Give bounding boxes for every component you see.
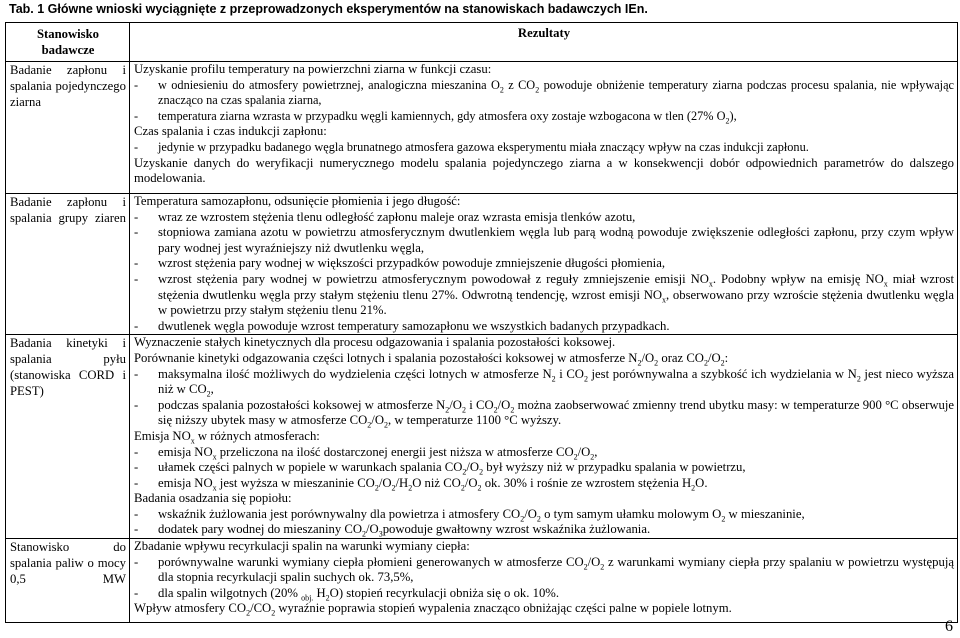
result-bullet: - ułamek części palnych w popiele w warunkach spalania $CO_2/O_2$ był wyższy niż w przypadku spalania w powietrzu, bbox=[134, 460, 746, 477]
station-cell: Badania kinetyki i spalania pyłu (stanowiska CORD i PEST) bbox=[6, 335, 130, 539]
station-cell: Badanie zapłonu i spalania grupy ziaren bbox=[6, 194, 130, 335]
table-caption: Tab. 1 Główne wnioski wyciągnięte z przeprowadzonych eksperymentów na stanowiskach badawczych IEn. bbox=[9, 2, 648, 16]
table-header-row bbox=[6, 23, 958, 62]
result-bullet: - w odniesieniu do atmosfery powietrznej, analogiczna mieszanina $O_2$ z $CO_2$ powoduje obniżenie temperatury ziarna podczas procesu spalania, nie wpływając znacząco na czas spalania ziarna, bbox=[134, 77, 954, 108]
result-bullet: - dwutlenek węgla powoduje wzrost temperatury samozapłonu we wszystkich badanych przypadkach. bbox=[134, 318, 670, 333]
header-station: Stanowisko badawcze bbox=[6, 23, 130, 62]
station-cell: Badanie zapłonu i spalania pojedynczego ziarna bbox=[6, 62, 130, 194]
result-bullet: - wzrost stężenia pary wodnej w powietrzu atmosferycznym powodował z reguły zmniejszenie emisji $NO_x$. Podobny wpływ na emisję $NO_x$ miał wzrost stężenia dwutlenku węgla przy stałym stężeniu tlenu 27%. Odwrotną tendencję, wzrost emisji $NO_x$, obserwowano przy wzroście stężenia dwutlenku węgla w powietrzu przy stałym stężeniu tlenu 21%. bbox=[134, 271, 955, 318]
result-line: Czas spalania i czas indukcji zapłonu: bbox=[134, 124, 327, 139]
result-bullet: - wzrost stężenia pary wodnej w większości przypadków powoduje zmniejszenie długości płomienia, bbox=[134, 256, 666, 271]
result-line: Wpływ atmosfery $CO_2/CO_2$ wyraźnie poprawia stopień wypalenia znacząco obniżając części palne w popiele lotnym. bbox=[134, 601, 732, 618]
result-line: Temperatura samozapłonu, odsunięcie płomienia i jego długość: bbox=[134, 194, 461, 208]
result-line: Emisja $NO_x$ w różnych atmosferach: bbox=[134, 428, 320, 446]
page-number: 6 bbox=[945, 618, 953, 635]
result-bullet: - emisja $NO_x$ przeliczona na ilość dostarczonej energii jest niższa w atmosferze $CO_2/O_2$, bbox=[134, 444, 598, 462]
table-row bbox=[6, 335, 958, 539]
header-results: Rezultaty bbox=[130, 23, 958, 62]
result-bullet: - porównywalne warunki wymiany ciepła płomieni generowanych w atmosferze $CO_2/O_2$ z warunkami wymiany ciepła przy spalaniu w powietrzu występują dla stopnia recyrkulacji spalin suchych ok. 73,5%, bbox=[134, 554, 954, 585]
result-line: Zbadanie wpływu recyrkulacji spalin na warunki wymiany ciepła: bbox=[134, 539, 470, 554]
results-cell bbox=[130, 335, 958, 539]
result-bullet: - wskaźnik żużlowania jest porównywalny dla powietrza i atmosfery $CO_2/O_2$ o tym samym ułamku molowym $O_2$ w mieszaninie, bbox=[134, 506, 805, 524]
result-bullet: - wraz ze wzrostem stężenia tlenu odległość zapłonu maleje oraz wzrasta emisja tlenków azotu, bbox=[134, 209, 636, 224]
result-line: Uzyskanie profilu temperatury na powierzchni ziarna w funkcji czasu: bbox=[134, 62, 492, 76]
result-line: Uzyskanie danych do weryfikacji numerycznego modelu spalania pojedynczego ziarna a w konsekwencji dobór odpowiednich parametrów do dalszego modelowania. bbox=[134, 155, 954, 186]
result-bullet: - podczas spalania pozostałości koksowej w atmosferze $N_2/O_2$ i $CO_2/O_2$ można zaobserwować zmienny trend ubytku masy: w temperaturze 900 °C obserwuje się niższy ubytek masy w atmosferze $CO_2/O_2$, w temperaturze 1100 °C wyższy. bbox=[134, 397, 955, 430]
result-bullet: - maksymalna ilość możliwych do wydzielenia części lotnych w atmosferze $N_2$ i $CO_2$ jest porównywalna a szybkość ich wydzielania w $N_2$ jest nieco wyższa niż w $CO_2$, bbox=[134, 366, 954, 399]
result-bullet: - emisja $NO_x$ jest wyższa w mieszaninie $CO_2/O_2/H_2O$ niż $CO_2/O_2$ ok. 30% i rośnie ze wzrostem stężenia $H_2O$. bbox=[134, 475, 708, 493]
result-bullet: - temperatura ziarna wzrasta w przypadku węgli kamiennych, gdy atmosfera oxy zostaje wzbogacona w tlen (27% $O_2$), bbox=[134, 108, 737, 126]
results-cell bbox=[130, 62, 958, 194]
result-bullet: - dodatek pary wodnej do mieszaniny $CO_2/O_3powoduje$ gwałtowny wzrost wskaźnika żużlowania. bbox=[134, 522, 651, 539]
results-cell bbox=[130, 539, 958, 623]
station-cell: Stanowisko do spalania paliw o mocy 0,5 MW bbox=[6, 539, 130, 623]
result-bullet: - stopniowa zamiana azotu w powietrzu atmosferycznym dwutlenkiem węgla lub parą wodną powoduje zwiększenie odległości zapłonu, przy czym wpływ pary wodnej jest wyraźniejszy niż dwutlenku węgla, bbox=[134, 225, 954, 255]
result-bullet: - dla spalin wilgotnych (20% $_{obj.}$ $H_2O$) stopień recyrkulacji obniża się o ok. 10%. bbox=[134, 585, 560, 603]
table-row bbox=[6, 194, 958, 335]
table-row bbox=[6, 62, 958, 194]
table-row bbox=[6, 539, 958, 623]
results-table bbox=[5, 22, 958, 623]
result-bullet: - jedynie w przypadku badanego węgla brunatnego atmosfera gazowa eksperymentu miała znaczący wpływ na czas indukcji zapłonu. bbox=[134, 139, 809, 154]
result-line: Porównanie kinetyki odgazowania części lotnych i spalania pozostałości koksowej w atmosferze $N_2/O_2$ oraz $CO_2/O_2$: bbox=[134, 350, 729, 368]
result-line: Wyznaczenie stałych kinetycznych dla procesu odgazowania i spalania pozostałości koksowej. bbox=[134, 335, 616, 350]
result-line: Badania osadzania się popiołu: bbox=[134, 491, 292, 506]
results-cell bbox=[130, 194, 958, 335]
